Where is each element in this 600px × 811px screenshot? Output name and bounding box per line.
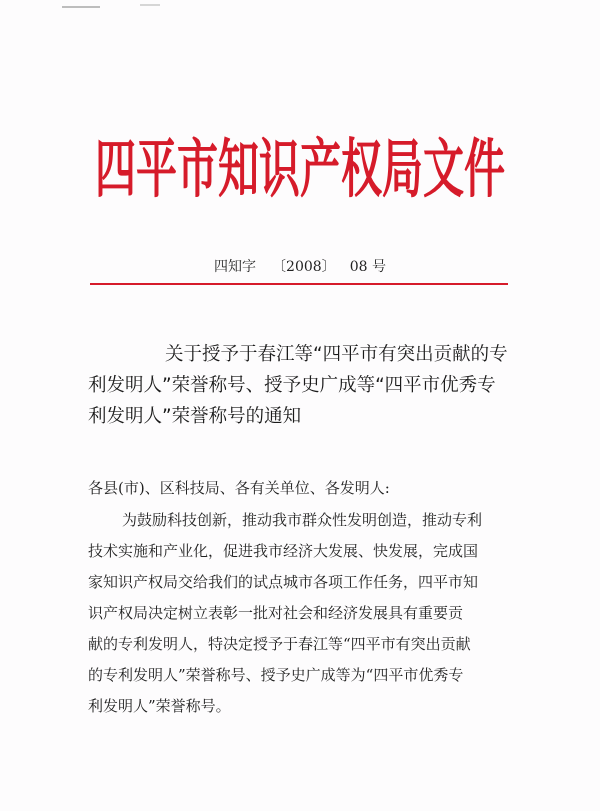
document-number-serial: 08 号 <box>349 259 386 275</box>
scan-artifact <box>62 6 100 8</box>
title-line: 关于授予于春江等“四平市有突出贡献的专 <box>165 344 508 365</box>
paragraph-line: 献的专利发明人，特决定授予于春江等“四平市有突出贡献 <box>88 635 471 653</box>
paragraph-line: 的专利发明人”荣誉称号、授予史广成等为“四平市优秀专 <box>88 666 464 684</box>
document-header: 四平市知识产权局文件 <box>95 131 505 207</box>
document-number-prefix: 四知字 <box>214 259 257 275</box>
paragraph-line: 家知识产权局交给我们的试点城市各项工作任务，四平市知 <box>88 573 479 591</box>
header-divider <box>90 283 508 285</box>
paragraph-line: 技术实施和产业化，促进我市经济大发展、快发展，完成国 <box>88 542 479 560</box>
title-line: 利发明人”荣誉称号的通知 <box>88 406 302 427</box>
document-number-year: 〔2008〕 <box>272 259 336 275</box>
paragraph-line: 识产权局决定树立表彰一批对社会和经济发展具有重要贡 <box>88 604 464 622</box>
paragraph-line: 利发明人”荣誉称号。 <box>88 697 231 715</box>
scan-artifact <box>140 4 160 6</box>
document-title <box>88 339 520 432</box>
body-paragraph <box>88 505 528 722</box>
title-line: 利发明人”荣誉称号、授予史广成等“四平市优秀专 <box>88 375 496 396</box>
document-number <box>0 256 600 276</box>
paragraph-line: 为鼓励科技创新，推动我市群众性发明创造，推动专利 <box>122 511 483 529</box>
salutation: 各县(市)、区科技局、各有关单位、各发明人: <box>88 479 390 497</box>
